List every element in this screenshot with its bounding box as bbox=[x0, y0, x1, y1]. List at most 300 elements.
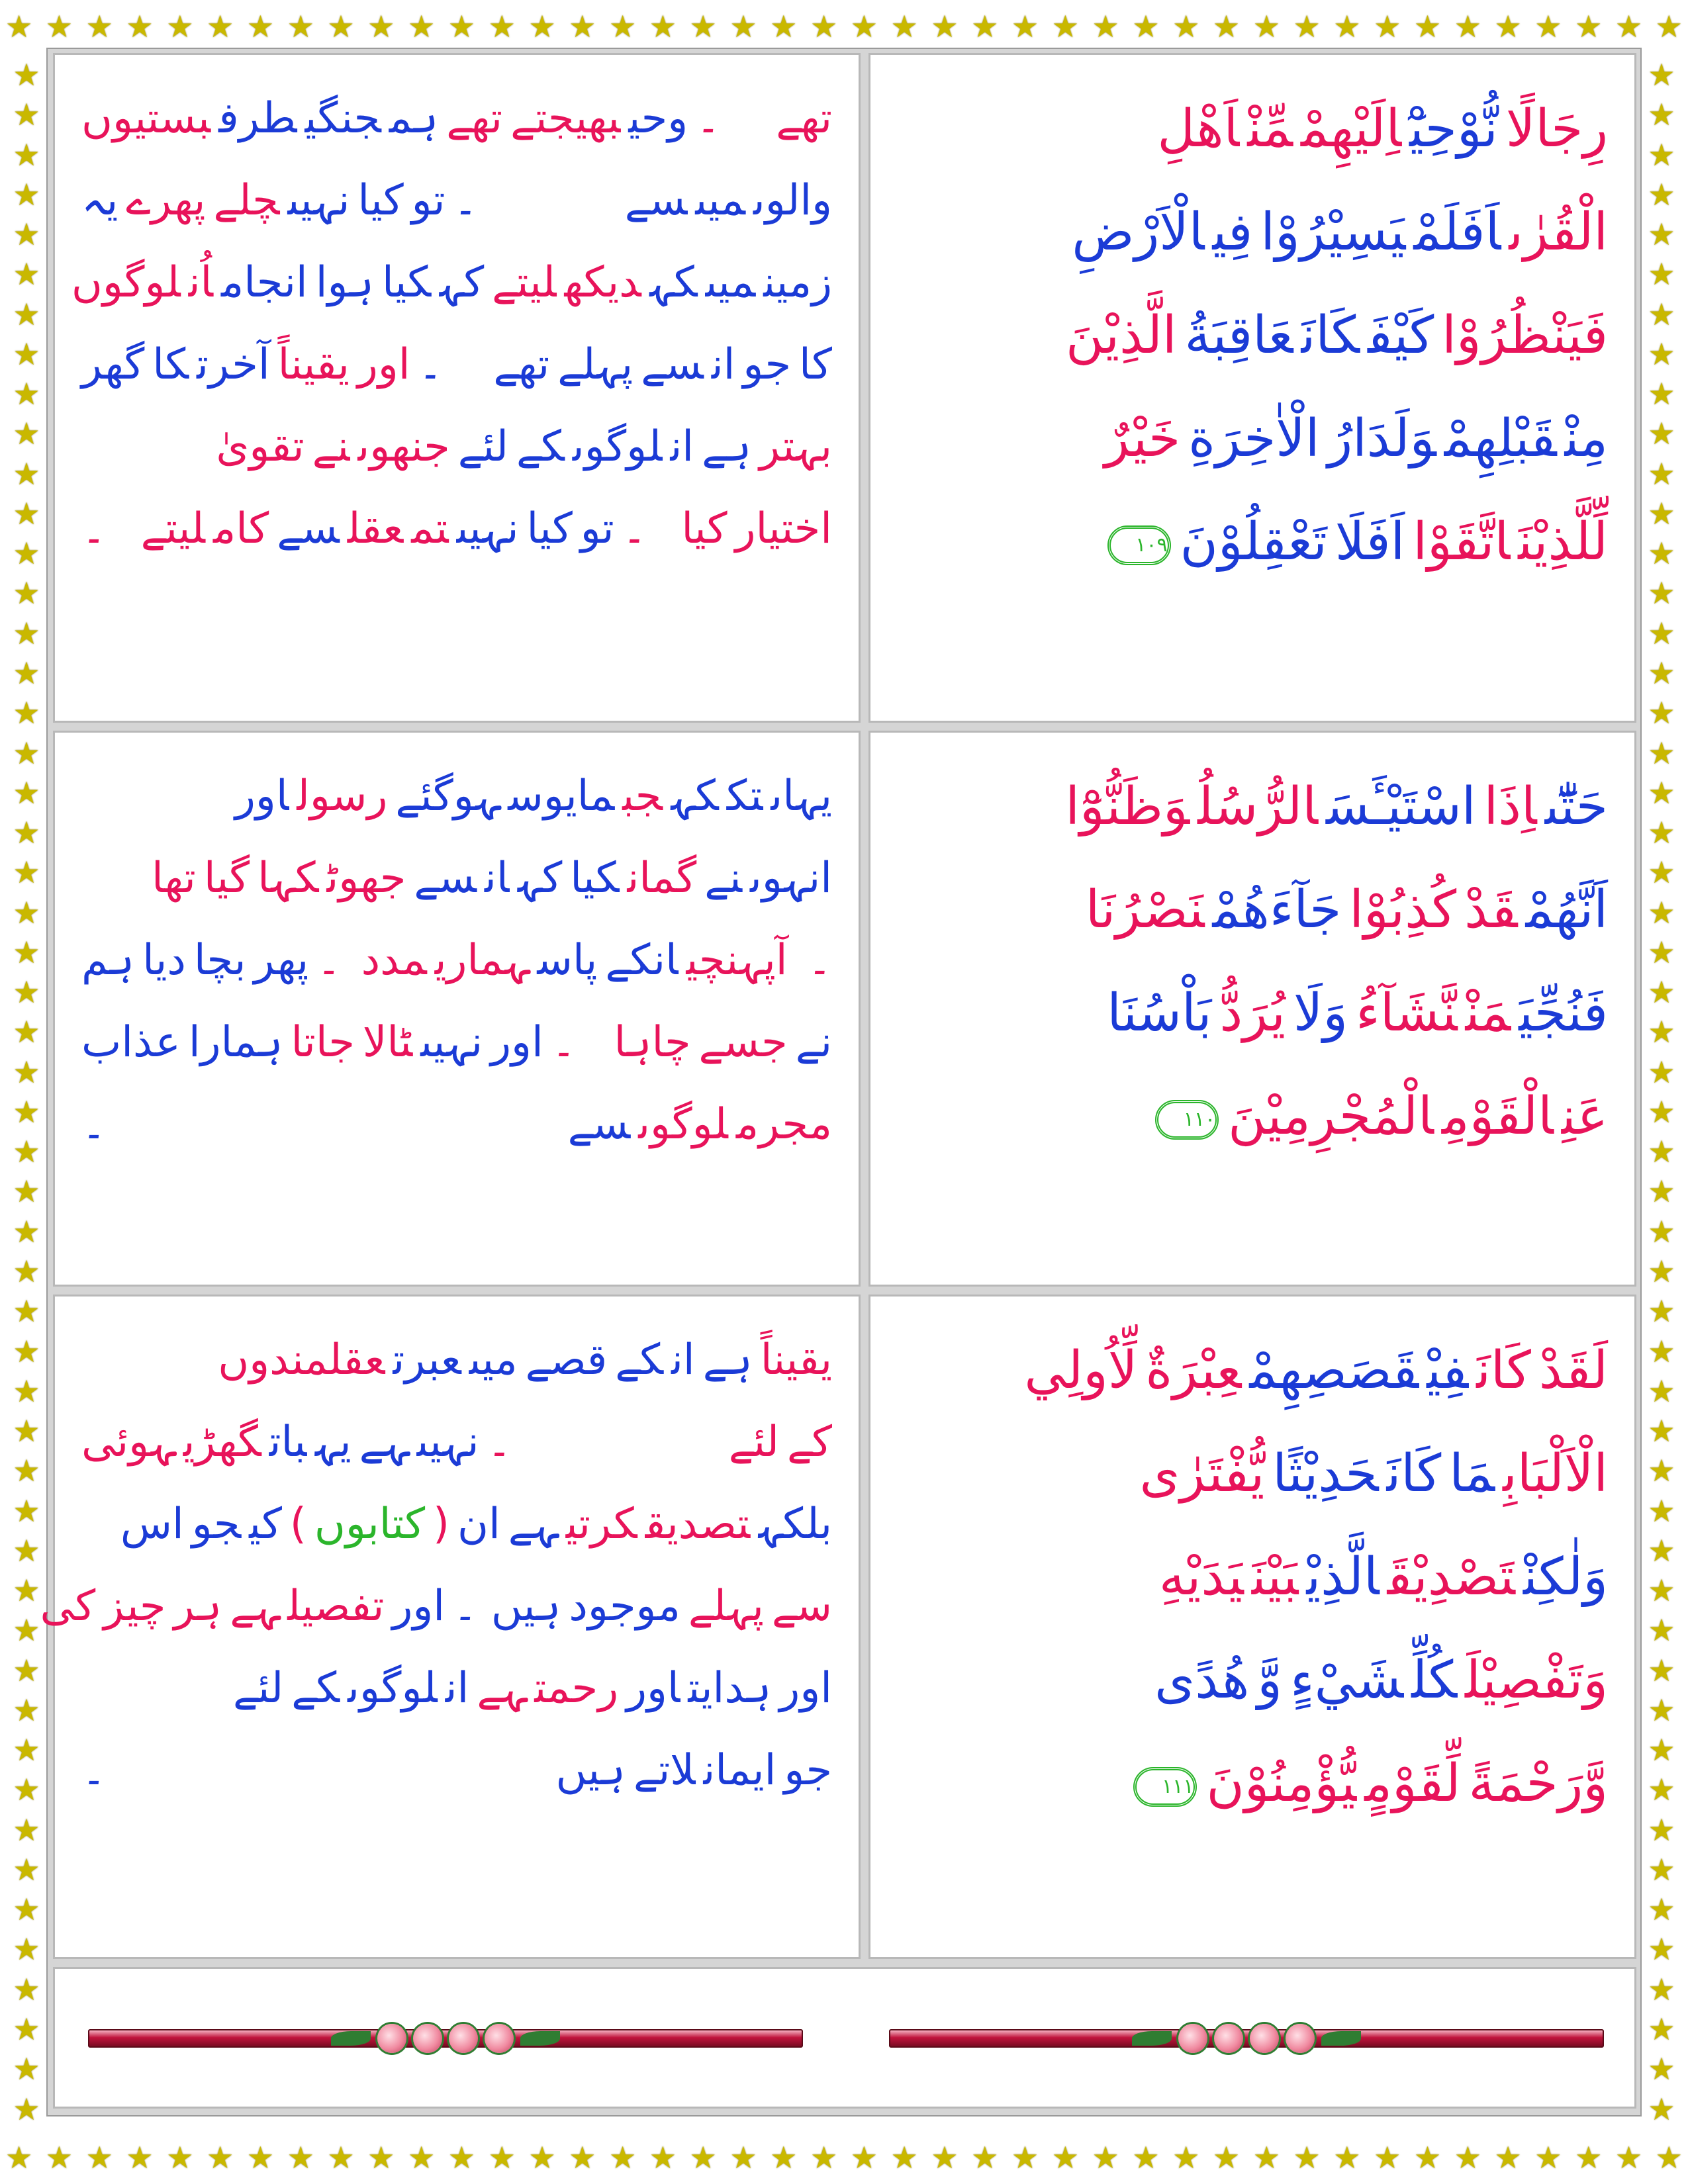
star-ornament: ★ bbox=[1648, 455, 1675, 492]
urdu-word: ہوئی bbox=[81, 1418, 175, 1467]
star-ornament: ★ bbox=[1648, 655, 1675, 691]
urdu-word: اور bbox=[357, 340, 410, 389]
star-ornament: ★ bbox=[13, 296, 40, 332]
arabic-word: الْاٰخِرَةِ bbox=[1188, 409, 1320, 469]
arabic-word: كَانَ bbox=[1386, 1444, 1442, 1504]
star-ornament: ★ bbox=[1648, 1971, 1675, 2007]
star-ornament: ★ bbox=[287, 2140, 314, 2175]
urdu-line bbox=[77, 1001, 836, 1083]
arabic-word: جَآءَهُمْ bbox=[1212, 880, 1342, 940]
urdu-word: جسے bbox=[698, 1018, 788, 1067]
arabic-word: الَّذِيْ bbox=[1306, 1547, 1380, 1607]
star-ornament: ★ bbox=[407, 2140, 436, 2175]
urdu-word: ان bbox=[711, 340, 735, 389]
urdu-word: والوں bbox=[753, 176, 832, 225]
star-ornament: ★ bbox=[1575, 2140, 1603, 2175]
star-ornament: ★ bbox=[13, 1971, 40, 2007]
star-ornament: ★ bbox=[13, 1851, 40, 1888]
urdu-word: کرتی bbox=[565, 1500, 637, 1549]
urdu-word: انکے bbox=[605, 936, 679, 985]
star-ornament: ★ bbox=[13, 57, 40, 93]
urdu-word: سے bbox=[277, 504, 340, 553]
urdu-word: ہم bbox=[389, 94, 439, 143]
star-ornament: ★ bbox=[13, 1373, 40, 1409]
urdu-word: چیز bbox=[103, 1582, 166, 1631]
urdu-word: ایمان bbox=[703, 1746, 776, 1795]
star-ornament: ★ bbox=[13, 256, 40, 293]
urdu-word: کے bbox=[615, 1336, 664, 1385]
urdu-word: ہیں ۔ bbox=[453, 1582, 561, 1631]
star-ornament: ★ bbox=[13, 535, 40, 572]
star-ornament: ★ bbox=[13, 735, 40, 771]
star-ornament: ★ bbox=[1293, 9, 1321, 44]
star-ornament: ★ bbox=[1212, 2140, 1241, 2175]
urdu-word: جنھوں bbox=[357, 422, 450, 471]
urdu-word: لئے bbox=[232, 1664, 284, 1713]
arabic-line bbox=[893, 387, 1612, 490]
star-ornament: ★ bbox=[13, 1811, 40, 1848]
star-ornament: ★ bbox=[1172, 9, 1200, 44]
star-ornament: ★ bbox=[1212, 9, 1241, 44]
arabic-panel-2 bbox=[868, 731, 1636, 1287]
urdu-word: کہا bbox=[258, 854, 319, 903]
star-ornament: ★ bbox=[1534, 2140, 1562, 2175]
arabic-word: وَتَفْصِيْلَ bbox=[1465, 1651, 1608, 1710]
urdu-word: ہے bbox=[702, 1336, 753, 1385]
star-ornament: ★ bbox=[13, 1213, 40, 1250]
urdu-word: جاتا bbox=[291, 1018, 355, 1067]
arabic-word: اَفَلَا bbox=[1335, 512, 1405, 572]
star-ornament: ★ bbox=[971, 2140, 999, 2175]
arabic-word: خَيْرٌ bbox=[1104, 409, 1181, 469]
star-ornament: ★ bbox=[13, 934, 40, 970]
star-ornament: ★ bbox=[206, 9, 234, 44]
urdu-word: وحی bbox=[628, 94, 688, 143]
star-ornament: ★ bbox=[1494, 2140, 1522, 2175]
urdu-word: عبرت bbox=[393, 1336, 461, 1385]
urdu-word: چاہا ۔ bbox=[551, 1018, 691, 1067]
star-ornament: ★ bbox=[1648, 2051, 1675, 2087]
arabic-word: مَا bbox=[1449, 1444, 1495, 1504]
urdu-word: ٹالا bbox=[362, 1018, 413, 1067]
urdu-word: جو bbox=[784, 1746, 832, 1795]
urdu-word: نے bbox=[795, 1018, 832, 1067]
urdu-word: میں bbox=[469, 1336, 518, 1385]
urdu-word: مایوس bbox=[508, 772, 615, 821]
star-ornament: ★ bbox=[206, 2140, 234, 2175]
star-ornament: ★ bbox=[13, 894, 40, 931]
urdu-word: گھر bbox=[81, 340, 145, 389]
urdu-word: سے ۔ bbox=[453, 176, 688, 225]
urdu-word: کے bbox=[787, 1418, 832, 1467]
star-ornament: ★ bbox=[1333, 2140, 1361, 2175]
star-ornament: ★ bbox=[13, 575, 40, 612]
urdu-word: گھڑی bbox=[183, 1418, 261, 1467]
arabic-word: وَلَدَارُ bbox=[1327, 409, 1436, 469]
star-ornament: ★ bbox=[1648, 1772, 1675, 1808]
arabic-line bbox=[893, 1065, 1612, 1168]
urdu-word: یقیناً bbox=[760, 1336, 832, 1385]
star-ornament: ★ bbox=[1648, 1373, 1675, 1409]
arabic-panel-1 bbox=[868, 53, 1636, 723]
right-star-border bbox=[1635, 53, 1688, 2131]
urdu-word: عقلمندوں bbox=[218, 1336, 385, 1385]
star-ornament: ★ bbox=[971, 9, 999, 44]
floral-divider-left bbox=[88, 1995, 803, 2081]
star-ornament: ★ bbox=[1648, 1413, 1675, 1449]
star-ornament: ★ bbox=[1648, 296, 1675, 332]
urdu-line bbox=[77, 1319, 836, 1401]
urdu-word: نہیں bbox=[456, 504, 519, 553]
urdu-word: لوگوں bbox=[638, 1100, 728, 1149]
star-ornament: ★ bbox=[649, 9, 677, 44]
urdu-word: اور bbox=[392, 1582, 445, 1631]
star-ornament: ★ bbox=[1648, 136, 1675, 173]
arabic-word: قَدْ bbox=[1464, 880, 1518, 940]
urdu-word: جنگی bbox=[305, 94, 381, 143]
star-ornament: ★ bbox=[13, 1293, 40, 1330]
star-ornament: ★ bbox=[13, 1453, 40, 1489]
star-ornament: ★ bbox=[1648, 695, 1675, 731]
urdu-word: بستیوں bbox=[81, 94, 211, 143]
urdu-line bbox=[77, 77, 836, 159]
star-ornament: ★ bbox=[1252, 2140, 1280, 2175]
urdu-word: نے bbox=[704, 854, 743, 903]
star-ornament: ★ bbox=[1575, 9, 1603, 44]
arabic-word: لَقَدْ bbox=[1538, 1341, 1608, 1400]
star-ornament: ★ bbox=[13, 1891, 40, 1928]
urdu-word: ہمارا bbox=[188, 1018, 283, 1067]
star-ornament: ★ bbox=[488, 2140, 516, 2175]
star-ornament: ★ bbox=[1648, 1532, 1675, 1569]
arabic-line bbox=[893, 1525, 1612, 1629]
star-ornament: ★ bbox=[1648, 1931, 1675, 1968]
star-ornament: ★ bbox=[1648, 774, 1675, 811]
urdu-word: تھے ۔ bbox=[696, 94, 832, 143]
star-ornament: ★ bbox=[1413, 2140, 1442, 2175]
arabic-word: لِّقَوْمٍ bbox=[1364, 1754, 1461, 1813]
star-ornament: ★ bbox=[569, 9, 596, 44]
arabic-word: تَعْقِلُوْنَ bbox=[1180, 512, 1327, 572]
star-ornament: ★ bbox=[1648, 376, 1675, 412]
arabic-word: عِبْرَةٌ bbox=[1145, 1341, 1242, 1400]
arabic-word: الْاَلْبَابِ bbox=[1503, 1444, 1608, 1504]
arabic-word: كَانَ bbox=[1301, 306, 1360, 365]
urdu-word: ہے bbox=[508, 1500, 558, 1549]
star-ornament: ★ bbox=[1648, 1134, 1675, 1170]
star-ornament: ★ bbox=[13, 774, 40, 811]
star-ornament: ★ bbox=[1648, 176, 1675, 212]
star-ornament: ★ bbox=[246, 2140, 275, 2175]
star-ornament: ★ bbox=[488, 9, 516, 44]
star-ornament: ★ bbox=[608, 9, 637, 44]
star-ornament: ★ bbox=[931, 2140, 959, 2175]
urdu-line bbox=[40, 1565, 836, 1647]
urdu-line bbox=[77, 488, 836, 570]
arabic-line bbox=[893, 962, 1612, 1065]
arabic-word: الْاَرْضِ bbox=[1072, 203, 1205, 262]
star-ornament: ★ bbox=[13, 1333, 40, 1369]
urdu-word: چلے bbox=[213, 176, 280, 225]
arabic-word: نَّشَآءُ bbox=[1356, 983, 1458, 1043]
star-ornament: ★ bbox=[1648, 1811, 1675, 1848]
urdu-line bbox=[77, 1401, 836, 1483]
arabic-line bbox=[893, 1629, 1612, 1732]
urdu-word: آخرت bbox=[197, 340, 270, 389]
star-ornament: ★ bbox=[407, 9, 436, 44]
star-ornament: ★ bbox=[1648, 1612, 1675, 1649]
star-ornament: ★ bbox=[1494, 9, 1522, 44]
star-ornament: ★ bbox=[1374, 9, 1401, 44]
urdu-word: کا bbox=[152, 340, 189, 389]
star-ornament: ★ bbox=[246, 9, 275, 44]
arabic-line bbox=[893, 755, 1612, 858]
star-ornament: ★ bbox=[1648, 1652, 1675, 1688]
star-ornament: ★ bbox=[1648, 854, 1675, 891]
star-ornament: ★ bbox=[1648, 1253, 1675, 1289]
urdu-word: گیا bbox=[203, 854, 250, 903]
star-ornament: ★ bbox=[1615, 2140, 1643, 2175]
arabic-word: فِيْ bbox=[1427, 1341, 1469, 1400]
urdu-word: تو bbox=[580, 504, 614, 553]
urdu-word: ہم bbox=[81, 936, 135, 985]
urdu-word: بھیجتے bbox=[510, 94, 621, 143]
urdu-word: کا bbox=[799, 340, 832, 389]
star-ornament: ★ bbox=[1648, 97, 1675, 133]
arabic-word: اَفَلَمْ bbox=[1413, 203, 1501, 262]
arabic-word: كَيْفَ bbox=[1368, 306, 1434, 365]
star-ornament: ★ bbox=[1648, 1054, 1675, 1090]
urdu-word: عقل bbox=[347, 504, 404, 553]
urdu-word: کیا bbox=[526, 504, 573, 553]
arabic-word: عَنِ bbox=[1561, 1087, 1608, 1146]
star-ornament: ★ bbox=[770, 2140, 798, 2175]
star-ornament: ★ bbox=[729, 9, 757, 44]
urdu-panel-2 bbox=[53, 731, 861, 1287]
star-ornament: ★ bbox=[810, 9, 838, 44]
urdu-word: ۔ آپہنچی bbox=[686, 936, 832, 985]
urdu-word: تھا bbox=[152, 854, 196, 903]
star-ornament: ★ bbox=[13, 495, 40, 531]
urdu-word: جو bbox=[743, 340, 792, 389]
urdu-word: پہلے bbox=[688, 1582, 764, 1631]
star-ornament: ★ bbox=[1648, 974, 1675, 1011]
urdu-word: یقیناً bbox=[277, 340, 350, 389]
arabic-word: اتَّقَوْا bbox=[1413, 512, 1511, 572]
star-ornament: ★ bbox=[1648, 1891, 1675, 1928]
urdu-word: زمین bbox=[763, 258, 832, 307]
star-ornament: ★ bbox=[13, 1692, 40, 1728]
star-ornament: ★ bbox=[13, 1054, 40, 1090]
arabic-word: حَتّٰٓى bbox=[1544, 777, 1608, 837]
star-ornament: ★ bbox=[13, 176, 40, 212]
arabic-word: قَصَصِهِمْ bbox=[1249, 1341, 1419, 1400]
urdu-word: مدد ۔ bbox=[316, 936, 427, 985]
left-star-border bbox=[0, 53, 53, 2131]
star-ornament: ★ bbox=[13, 1253, 40, 1289]
star-ornament: ★ bbox=[447, 9, 476, 44]
star-ornament: ★ bbox=[1655, 9, 1683, 44]
urdu-word: موجود bbox=[569, 1582, 680, 1631]
star-ornament: ★ bbox=[608, 2140, 637, 2175]
urdu-word: میں bbox=[695, 176, 745, 225]
arabic-word: فِي bbox=[1212, 203, 1253, 262]
urdu-word: اور bbox=[235, 772, 289, 821]
urdu-word: مجرم bbox=[735, 1100, 832, 1149]
arabic-line bbox=[893, 490, 1612, 594]
urdu-word: کہ bbox=[649, 258, 698, 307]
arabic-word: الْقُرٰى bbox=[1509, 203, 1608, 262]
star-ornament: ★ bbox=[1132, 9, 1160, 44]
arabic-word: كُذِبُوْا bbox=[1349, 880, 1457, 940]
urdu-word: سے bbox=[771, 1582, 832, 1631]
arabic-word: تَصْدِيْقَ bbox=[1387, 1547, 1515, 1607]
footer-divider-panel bbox=[53, 1967, 1636, 2109]
star-ornament: ★ bbox=[1132, 2140, 1160, 2175]
urdu-word: کیا bbox=[382, 258, 432, 307]
star-ornament: ★ bbox=[13, 136, 40, 173]
urdu-line bbox=[77, 324, 836, 406]
star-ornament: ★ bbox=[13, 2091, 40, 2127]
urdu-word: نہیں bbox=[420, 1018, 483, 1067]
arabic-word: يُّؤْمِنُوْنَ bbox=[1206, 1754, 1357, 1813]
urdu-word: تک bbox=[726, 772, 763, 821]
star-ornament: ★ bbox=[13, 1014, 40, 1050]
star-ornament: ★ bbox=[1648, 2011, 1675, 2048]
urdu-line bbox=[77, 1647, 836, 1729]
arabic-word: رِجَالًا bbox=[1505, 99, 1608, 159]
star-ornament: ★ bbox=[327, 9, 355, 44]
urdu-word: انہوں bbox=[750, 854, 832, 903]
star-ornament: ★ bbox=[13, 2051, 40, 2087]
urdu-word: ہے bbox=[359, 1418, 409, 1467]
urdu-word: کہ bbox=[670, 772, 719, 821]
urdu-word: ان bbox=[485, 854, 510, 903]
arabic-word: هُدًى bbox=[1154, 1651, 1250, 1710]
urdu-word: ہماری bbox=[434, 936, 530, 985]
star-ornament: ★ bbox=[13, 1732, 40, 1768]
ayah-number-marker: ١١١ bbox=[1133, 1767, 1197, 1807]
star-ornament: ★ bbox=[1648, 1851, 1675, 1888]
urdu-line bbox=[77, 755, 836, 837]
page-frame bbox=[40, 48, 1642, 2116]
star-ornament: ★ bbox=[1293, 2140, 1321, 2175]
urdu-word: اور bbox=[626, 1664, 680, 1713]
star-ornament: ★ bbox=[1648, 735, 1675, 771]
arabic-word: الرُّسُلُ bbox=[1197, 777, 1318, 837]
urdu-word: بچا bbox=[193, 936, 246, 985]
arabic-word: مَنْ bbox=[1465, 983, 1511, 1043]
urdu-word: ہوا bbox=[315, 258, 375, 307]
arabic-word: الْمُجْرِمِيْنَ bbox=[1228, 1087, 1434, 1146]
urdu-word: لاتے bbox=[633, 1746, 696, 1795]
arabic-word: فَنُجِّيَ bbox=[1519, 983, 1608, 1043]
arabic-word: حَدِيْثًا bbox=[1272, 1444, 1379, 1504]
star-ornament: ★ bbox=[649, 2140, 677, 2175]
star-ornament: ★ bbox=[1454, 9, 1481, 44]
star-ornament: ★ bbox=[1413, 9, 1442, 44]
star-ornament: ★ bbox=[1648, 894, 1675, 931]
arabic-word: اسْتَيْـَٔسَ bbox=[1325, 777, 1476, 837]
urdu-word: لئے bbox=[457, 422, 509, 471]
urdu-word: رسول bbox=[297, 772, 388, 821]
urdu-word: کے bbox=[291, 1664, 340, 1713]
arabic-word: وَلَا bbox=[1293, 983, 1348, 1043]
urdu-word: پھرے bbox=[126, 176, 206, 225]
arabic-word: وَّ bbox=[1257, 1651, 1282, 1710]
arabic-word: بَيْنَ bbox=[1251, 1547, 1299, 1607]
urdu-panel-1 bbox=[53, 53, 861, 723]
star-ornament: ★ bbox=[850, 2140, 878, 2175]
urdu-word: دیکھ bbox=[564, 258, 641, 307]
star-ornament: ★ bbox=[1648, 1014, 1675, 1050]
urdu-word: عذاب bbox=[81, 1018, 181, 1067]
urdu-word: اور bbox=[779, 1664, 832, 1713]
star-ornament: ★ bbox=[13, 1572, 40, 1609]
star-ornament: ★ bbox=[13, 1173, 40, 1210]
urdu-word: طرف bbox=[218, 94, 297, 143]
arabic-word: كُلِّ bbox=[1411, 1651, 1458, 1710]
arabic-word: يُرَدُّ bbox=[1219, 983, 1286, 1043]
arabic-line bbox=[893, 858, 1612, 962]
star-ornament: ★ bbox=[1615, 9, 1643, 44]
star-ornament: ★ bbox=[1648, 1333, 1675, 1369]
arabic-line bbox=[893, 1422, 1612, 1525]
star-ornament: ★ bbox=[1648, 1293, 1675, 1330]
star-ornament: ★ bbox=[1051, 2140, 1079, 2175]
star-ornament: ★ bbox=[1011, 9, 1039, 44]
bottom-star-border bbox=[0, 2131, 1688, 2184]
arabic-line bbox=[893, 181, 1612, 284]
ayah-number-marker: ١١٠ bbox=[1155, 1100, 1219, 1140]
urdu-word: کیا bbox=[357, 176, 404, 225]
urdu-word: تصدیق bbox=[645, 1500, 751, 1549]
star-ornament: ★ bbox=[931, 9, 959, 44]
urdu-word: کہ bbox=[439, 258, 485, 307]
star-ornament: ★ bbox=[166, 2140, 194, 2175]
star-ornament: ★ bbox=[890, 2140, 918, 2175]
arabic-word: يَسِيْرُوْا bbox=[1260, 203, 1406, 262]
star-ornament: ★ bbox=[1172, 2140, 1200, 2175]
star-ornament: ★ bbox=[1648, 535, 1675, 572]
star-ornament: ★ bbox=[1092, 2140, 1119, 2175]
urdu-word: ہے bbox=[702, 422, 752, 471]
star-ornament: ★ bbox=[1011, 2140, 1039, 2175]
urdu-word: سے bbox=[414, 854, 477, 903]
urdu-word: کتابوں bbox=[314, 1500, 426, 1549]
star-ornament: ★ bbox=[1648, 1213, 1675, 1250]
star-ornament: ★ bbox=[13, 1931, 40, 1968]
urdu-word: پھر bbox=[254, 936, 309, 985]
arabic-word: نَصْرُنَا bbox=[1085, 880, 1205, 940]
arabic-word: لِّاُولِي bbox=[1024, 1341, 1138, 1400]
urdu-word: ان bbox=[670, 422, 694, 471]
urdu-word: سے ۔ bbox=[81, 1100, 631, 1149]
star-ornament: ★ bbox=[367, 9, 395, 44]
urdu-word: اختیار bbox=[735, 504, 832, 553]
star-ornament: ★ bbox=[13, 974, 40, 1011]
star-ornament: ★ bbox=[13, 455, 40, 492]
urdu-word: لوگوں bbox=[572, 422, 663, 471]
star-ornament: ★ bbox=[13, 336, 40, 372]
star-ornament: ★ bbox=[1648, 1732, 1675, 1768]
urdu-line bbox=[77, 406, 836, 488]
arabic-word: كَانَ bbox=[1476, 1341, 1531, 1400]
urdu-word: ہوگئے bbox=[395, 772, 500, 821]
star-ornament: ★ bbox=[1374, 2140, 1401, 2175]
urdu-word: لیتے bbox=[492, 258, 557, 307]
arabic-word: اِلَيْهِمْ bbox=[1300, 99, 1402, 159]
